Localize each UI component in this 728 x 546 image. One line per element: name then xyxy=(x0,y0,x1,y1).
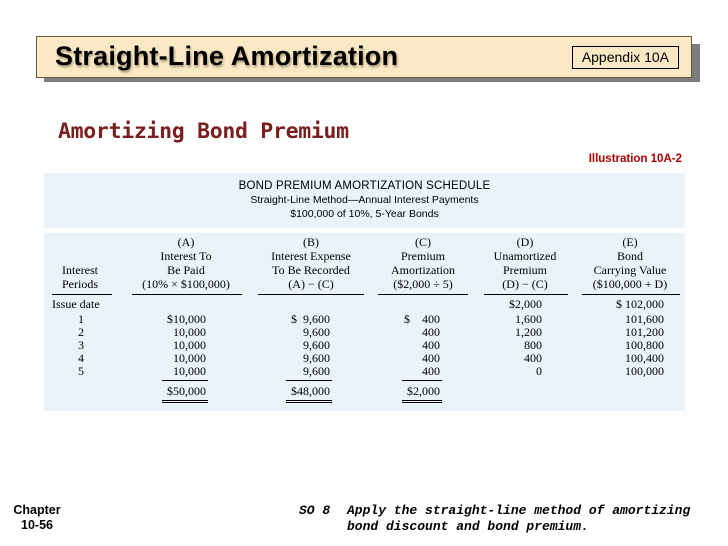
table-row-e: 101,200 xyxy=(625,325,664,339)
table-row-b: 9,600 xyxy=(303,338,330,352)
table-row-b: $ 9,600 xyxy=(291,312,330,326)
column-header-line: Amortization xyxy=(391,263,455,277)
schedule-header xyxy=(44,173,685,229)
column-header-c xyxy=(375,235,471,291)
column-header-line: (B) xyxy=(303,235,319,249)
table-row-period: Issue date xyxy=(52,297,100,311)
table-row-d: $2,000 xyxy=(509,297,542,311)
table-row-d: 0 xyxy=(536,364,542,378)
double-rule xyxy=(162,402,208,403)
table-row-b: 9,600 xyxy=(303,351,330,365)
table-row-period: 5 xyxy=(78,364,84,378)
column-header-line: Periods xyxy=(62,277,98,291)
column-header-line: ($2,000 ÷ 5) xyxy=(393,277,453,291)
table-row-period: 2 xyxy=(78,325,84,339)
column-header-line: (C) xyxy=(415,235,431,249)
table-row-e: 101,600 xyxy=(625,312,664,326)
column-header-line: (A) − (C) xyxy=(288,277,334,291)
column-header-line: Carrying Value xyxy=(593,263,667,277)
table-row-period: 3 xyxy=(78,338,84,352)
amortization-schedule xyxy=(44,173,685,411)
column-header-line: (A) xyxy=(177,235,195,249)
table-row-a: 10,000 xyxy=(173,351,206,365)
column-header-line: To Be Recorded xyxy=(272,263,350,277)
header-rule xyxy=(258,294,364,295)
header-rule xyxy=(484,294,568,295)
header-rule xyxy=(132,294,242,295)
table-row-a: $10,000 xyxy=(167,312,206,326)
column-header-e xyxy=(579,235,681,291)
schedule-divider xyxy=(44,228,685,233)
table-row-d: 1,200 xyxy=(515,325,542,339)
column-header-line: (E) xyxy=(622,235,638,249)
study-objective-label: SO 8 xyxy=(299,503,331,518)
column-header-line: Interest To xyxy=(160,249,212,263)
header-rule xyxy=(582,294,680,295)
table-row-e: 100,400 xyxy=(625,351,664,365)
column-header-line: Premium xyxy=(503,263,547,277)
chapter-label-text: Chapter xyxy=(13,503,61,517)
table-row-period: 4 xyxy=(78,351,84,365)
column-header-line: (10% × $100,000) xyxy=(142,277,230,291)
column-header-a xyxy=(128,235,244,291)
table-row-e: 100,800 xyxy=(625,338,664,352)
table-row-a: 10,000 xyxy=(173,325,206,339)
column-header-line: Interest xyxy=(62,263,98,277)
total-b: $48,000 xyxy=(291,384,330,398)
column-header-line: Be Paid xyxy=(167,263,205,277)
column-header-line: (D) − (C) xyxy=(502,277,548,291)
column-header-line: Premium xyxy=(401,249,445,263)
column-header-line: Interest Expense xyxy=(271,249,351,263)
double-rule xyxy=(162,400,208,401)
total-a: $50,000 xyxy=(167,384,206,398)
table-row-a: 10,000 xyxy=(173,338,206,352)
column-header-line: ($100,000 + D) xyxy=(592,277,668,291)
table-row-period: 1 xyxy=(78,312,84,326)
total-rule xyxy=(402,380,442,381)
chapter-label xyxy=(12,503,62,533)
study-objective-text: Apply the straight-line method of amortizing bond discount and bond premium. xyxy=(347,503,691,534)
table-row-d: 400 xyxy=(524,351,542,365)
column-header-line: Bond xyxy=(616,249,643,263)
column-header-d xyxy=(480,235,570,291)
title-bar xyxy=(36,36,692,78)
total-rule xyxy=(162,380,208,381)
illustration-label: Illustration 10A-2 xyxy=(588,153,682,165)
table-row-c: $ 400 xyxy=(404,312,440,326)
table-row-b: 9,600 xyxy=(303,325,330,339)
table-row-e: $ 102,000 xyxy=(616,297,664,311)
schedule-title: BOND PREMIUM AMORTIZATION SCHEDULE xyxy=(238,180,491,192)
slide-subtitle: Amortizing Bond Premium xyxy=(58,119,349,144)
column-header-line: (D) xyxy=(516,235,534,249)
table-row-c: 400 xyxy=(422,364,440,378)
header-rule xyxy=(378,294,468,295)
table-row-c: 400 xyxy=(422,351,440,365)
schedule-bonds: $100,000 of 10%, 5-Year Bonds xyxy=(290,208,439,220)
total-c: $2,000 xyxy=(407,384,440,398)
table-row-d: 1,600 xyxy=(515,312,542,326)
column-header-periods xyxy=(52,263,108,291)
column-header-line: Unamortized xyxy=(493,249,557,263)
slide-title: Straight-Line Amortization xyxy=(55,41,399,71)
double-rule xyxy=(286,402,332,403)
chapter-number: 10-56 xyxy=(21,518,53,532)
total-rule xyxy=(286,380,332,381)
column-header-b xyxy=(256,235,366,291)
schedule-method: Straight-Line Method—Annual Interest Payments xyxy=(250,194,479,206)
table-row-b: 9,600 xyxy=(303,364,330,378)
table-row-d: 800 xyxy=(524,338,542,352)
double-rule xyxy=(286,400,332,401)
table-row-e: 100,000 xyxy=(625,364,664,378)
double-rule xyxy=(402,400,442,401)
table-row-c: 400 xyxy=(422,325,440,339)
table-row-c: 400 xyxy=(422,338,440,352)
header-rule xyxy=(52,294,112,295)
appendix-badge: Appendix 10A xyxy=(572,46,679,69)
table-row-a: 10,000 xyxy=(173,364,206,378)
double-rule xyxy=(402,402,442,403)
